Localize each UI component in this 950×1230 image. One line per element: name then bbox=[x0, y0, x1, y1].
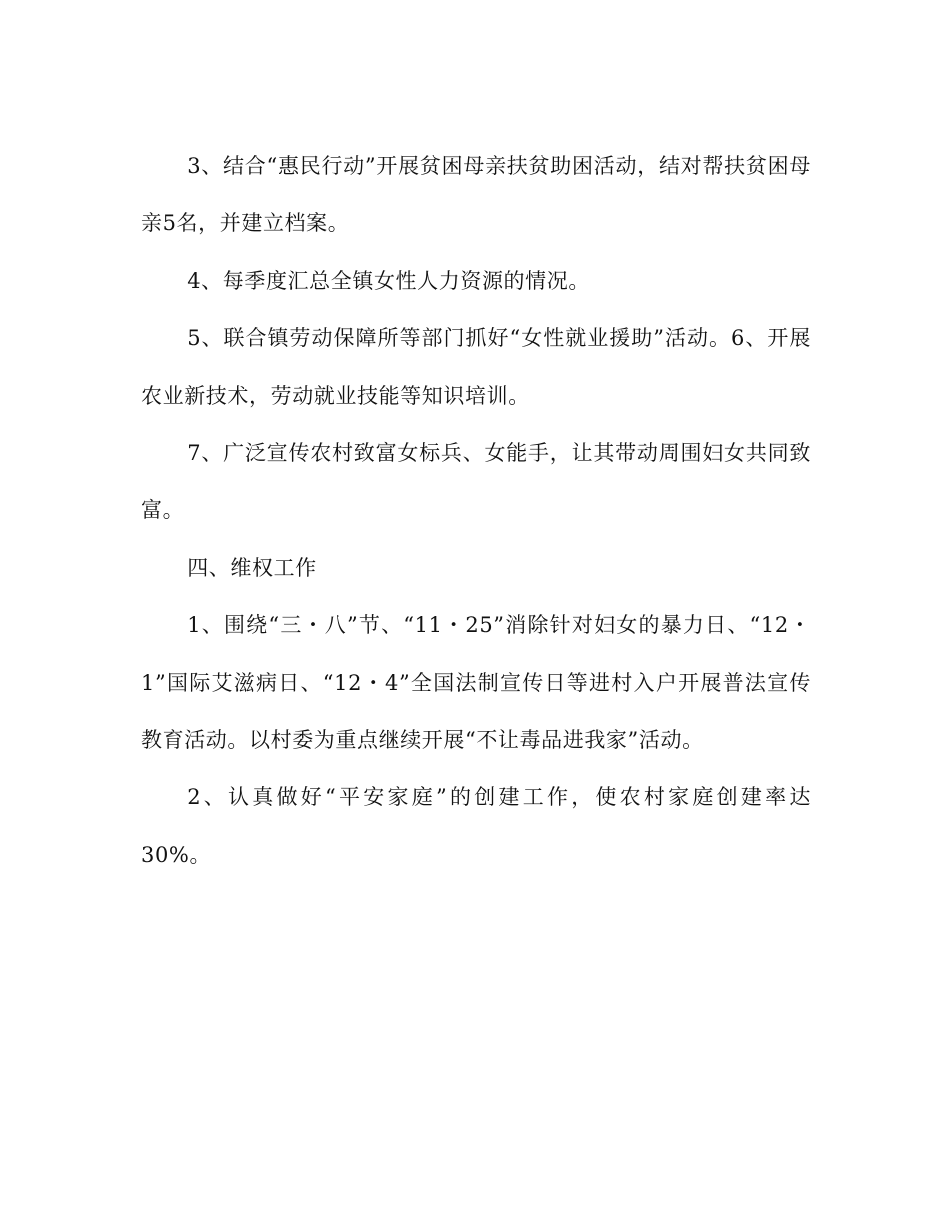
section-heading: 四、维权工作 bbox=[187, 555, 317, 580]
paragraph-item-4: 4、每季度汇总全镇女性人力资源的情况。 bbox=[187, 268, 590, 293]
paragraph-rights-2: 2、认真做好“平安家庭”的创建工作，使农村家庭创建率达30%。 bbox=[141, 785, 811, 867]
paragraph-rights-1: 1、围绕“三・八”节、“11・25”消除针对妇女的暴力日、“12・1”国际艾滋病日、“12・4”全国法制宣传日等进村入户开展普法宣传教育活动。以村委为重点继续开展“不让毒品进我家”活动。 bbox=[141, 613, 811, 753]
paragraph-item-3: 3、结合“惠民行动”开展贫困母亲扶贫助困活动，结对帮扶贫困母亲5名，并建立档案。 bbox=[141, 154, 811, 236]
document-body bbox=[141, 138, 811, 884]
paragraph-item-5-6: 5、联合镇劳动保障所等部门抓好“女性就业援助”活动。6、开展农业新技术，劳动就业技能等知识培训。 bbox=[141, 326, 811, 408]
paragraph-item-7: 7、广泛宣传农村致富女标兵、女能手，让其带动周围妇女共同致富。 bbox=[141, 441, 811, 523]
